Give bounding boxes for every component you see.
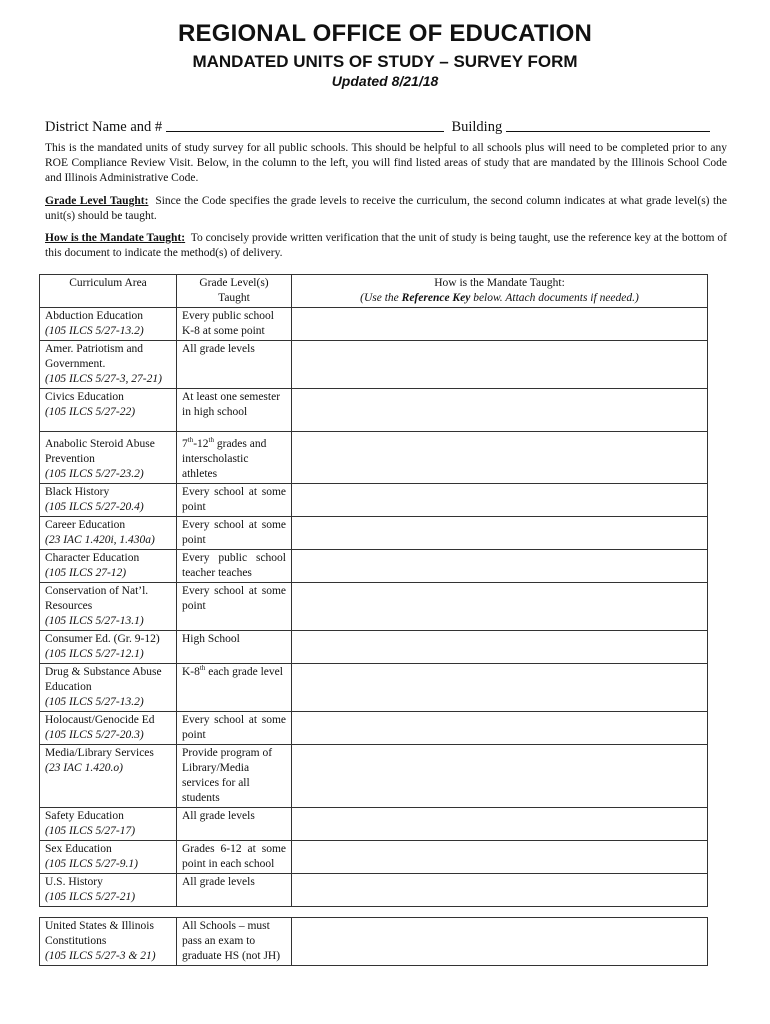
table-header-row — [40, 275, 708, 308]
table-row — [40, 631, 708, 664]
mandates-table — [39, 274, 708, 907]
how-taught-cell[interactable] — [292, 308, 708, 341]
grade-level-note: Grade Level Taught: Since the Code specifies the grade levels to receive the curriculum, the second column indicates at what grade level(s) the unit(s) should be taught. — [45, 195, 728, 222]
table-row — [40, 808, 708, 841]
how-taught-cell[interactable] — [292, 712, 708, 745]
curriculum-cell: U.S. History (105 ILCS 5/27-21) — [40, 874, 177, 907]
how-taught-cell[interactable] — [292, 389, 708, 432]
how-taught-cell[interactable] — [292, 841, 708, 874]
grade-cell: All grade levels — [177, 874, 292, 907]
grade-cell: 7th-12th grades and interscholastic athletes — [177, 432, 292, 484]
how-note: How is the Mandate Taught: To concisely provide written verification that the unit of study is being taught, use the reference key at the bottom of this document to indicate the method(s) of delivery. — [45, 232, 728, 259]
table-row — [40, 664, 708, 712]
curriculum-cell: Black History (105 ILCS 5/27-20.4) — [40, 484, 177, 517]
how-taught-cell[interactable] — [292, 631, 708, 664]
col-header-grade: Grade Level(s) Taught — [177, 275, 292, 308]
constitution-table — [39, 917, 708, 966]
table-row — [40, 484, 708, 517]
curriculum-cell: Holocaust/Genocide Ed (105 ILCS 5/27-20.3) — [40, 712, 177, 745]
how-taught-cell[interactable] — [292, 745, 708, 808]
table-row — [40, 389, 708, 432]
curriculum-cell: Character Education (105 ILCS 27-12) — [40, 550, 177, 583]
grade-cell: All grade levels — [177, 341, 292, 389]
updated-date: Updated 8/21/18 — [331, 73, 439, 89]
how-taught-cell[interactable] — [292, 550, 708, 583]
page-title: REGIONAL OFFICE OF EDUCATION — [177, 20, 593, 47]
grade-cell: High School — [177, 631, 292, 664]
table-row — [40, 432, 708, 484]
curriculum-cell: Safety Education (105 ILCS 5/27-17) — [40, 808, 177, 841]
table-row — [40, 874, 708, 907]
curriculum-cell: United States & Illinois Constitutions (105 ILCS 5/27-3 & 21) — [40, 918, 177, 966]
table-row — [40, 745, 708, 808]
curriculum-cell: Anabolic Steroid Abuse Prevention (105 ILCS 5/27-23.2) — [40, 432, 177, 484]
intro-paragraph: This is the mandated units of study survey for all public schools. This should be helpful to all schools plus will need to be completed prior to any ROE Compliance Review Visit. Below, in the column to the left, you will find listed areas of study that are mandated by the Illinois School Code and Illinois Administrative Code. — [45, 142, 727, 184]
grade-cell: All Schools – must pass an exam to graduate HS (not JH) — [177, 918, 292, 966]
grade-cell: Provide program of Library/Media services for all students — [177, 745, 292, 808]
grade-cell: Every school at some point — [177, 712, 292, 745]
district-field[interactable] — [166, 117, 444, 132]
grade-cell: Every school at some point — [177, 484, 292, 517]
table-row — [40, 550, 708, 583]
curriculum-cell: Drug & Substance Abuse Education (105 ILCS 5/27-13.2) — [40, 664, 177, 712]
district-label: District Name and # — [45, 119, 163, 135]
curriculum-cell: Conservation of Nat’l. Resources (105 ILCS 5/27-13.1) — [40, 583, 177, 631]
how-taught-cell[interactable] — [292, 583, 708, 631]
curriculum-cell: Career Education (23 IAC 1.420i, 1.430a) — [40, 517, 177, 550]
curriculum-cell: Abduction Education (105 ILCS 5/27-13.2) — [40, 308, 177, 341]
grade-cell: Every public school K-8 at some point — [177, 308, 292, 341]
building-field[interactable] — [506, 117, 710, 132]
col-header-how: How is the Mandate Taught: (Use the Reference Key below. Attach documents if needed.) — [292, 275, 708, 308]
how-taught-cell[interactable] — [292, 664, 708, 712]
table-row — [40, 341, 708, 389]
table-row — [40, 583, 708, 631]
how-taught-cell[interactable] — [292, 517, 708, 550]
curriculum-cell: Sex Education (105 ILCS 5/27-9.1) — [40, 841, 177, 874]
how-taught-cell[interactable] — [292, 341, 708, 389]
form-subtitle: MANDATED UNITS OF STUDY – SURVEY FORM — [192, 52, 578, 71]
district-building-line — [45, 117, 735, 136]
grade-cell: K-8th each grade level — [177, 664, 292, 712]
how-note-text: To concisely provide written verification that the unit of study is being taught, use the reference key at the bottom of this document to indicate the method(s) of delivery. — [45, 232, 728, 259]
grade-cell: Every school at some point — [177, 517, 292, 550]
building-label: Building — [451, 119, 503, 135]
grade-level-note-text: Since the Code specifies the grade levels to receive the curriculum, the second column indicates at what grade level(s) the unit(s) should be taught. — [45, 195, 728, 222]
curriculum-cell: Amer. Patriotism and Government. (105 ILCS 5/27-3, 27-21) — [40, 341, 177, 389]
grade-cell: All grade levels — [177, 808, 292, 841]
col-header-curriculum: Curriculum Area — [40, 275, 177, 308]
table-row — [40, 712, 708, 745]
curriculum-cell: Civics Education (105 ILCS 5/27-22) — [40, 389, 177, 432]
how-taught-cell[interactable] — [292, 484, 708, 517]
grade-cell: Every school at some point — [177, 583, 292, 631]
table-row — [40, 918, 708, 966]
grade-cell: Grades 6-12 at some point in each school — [177, 841, 292, 874]
curriculum-cell: Media/Library Services (23 IAC 1.420.o) — [40, 745, 177, 808]
grade-cell: At least one semester in high school — [177, 389, 292, 432]
table-row — [40, 517, 708, 550]
how-taught-cell[interactable] — [292, 432, 708, 484]
grade-cell: Every public school teacher teaches — [177, 550, 292, 583]
how-note-label: How is the Mandate Taught — [45, 232, 182, 244]
how-taught-cell[interactable] — [292, 918, 708, 966]
curriculum-cell: Consumer Ed. (Gr. 9-12) (105 ILCS 5/27-12.1) — [40, 631, 177, 664]
table-row — [40, 308, 708, 341]
how-taught-cell[interactable] — [292, 808, 708, 841]
how-taught-cell[interactable] — [292, 874, 708, 907]
grade-level-note-label: Grade Level Taught — [45, 195, 145, 207]
table-row — [40, 841, 708, 874]
